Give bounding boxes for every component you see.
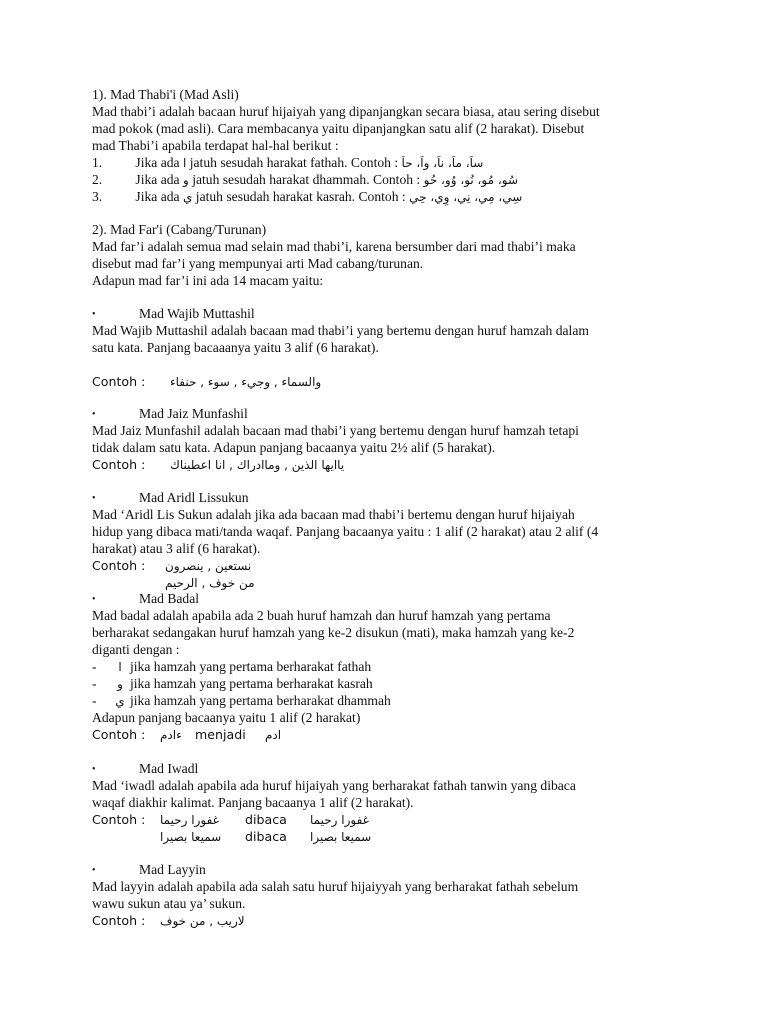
arabic-example: ءادم [160,728,182,742]
list-number: 3. [92,189,103,204]
menjadi-label: menjadi [195,727,246,742]
arabic-example: سميعا بصيرا [160,830,222,844]
list-text: jatuh sesudah harakat dhammah. Contoh : [192,172,421,187]
list-text: Jika ada [135,172,180,187]
list-text: jatuh sesudah harakat kasrah. Contoh : [195,189,406,204]
dash: - [92,693,97,708]
contoh-label: Contoh : [92,457,146,472]
dibaca-label: dibaca [245,812,287,827]
list-text: jika hamzah yang pertama berharakat fathah [130,659,372,674]
section1-paragraph-line: mad pokok (mad asli). Cara membacanya yaitu dipanjangkan satu alif (2 harakat). Disebut [92,121,585,136]
list-number: 1. [92,155,103,170]
bullet: • [92,409,96,420]
section1-title: 1). Mad Thabi'i (Mad Asli) [92,87,239,102]
arabic-letter: و [117,677,123,691]
contoh-label: Contoh : [92,374,146,389]
heading-mad-badal: Mad Badal [139,591,200,606]
heading-mad-aridl-lissukun: Mad Aridl Lissukun [139,490,249,505]
paragraph-line: harakat) atau 3 alif (6 harakat). [92,541,261,556]
list-number: 2. [92,172,103,187]
paragraph-line: Mad Wajib Muttashil adalah bacaan mad thabi’i yang bertemu dengan huruf hamzah dalam [92,323,589,338]
dash: - [92,676,97,691]
arabic-example: ادم [265,728,282,742]
section2-paragraph-line: Adapun mad far’i ini ada 14 macam yaitu: [92,273,324,288]
list-text: Jika ada [135,189,180,204]
heading-mad-layyin: Mad Layyin [139,862,206,877]
arabic-letter: ا [118,660,122,674]
contoh-label: Contoh : [92,558,146,573]
arabic-example: غفورا رحيما [310,813,369,827]
contoh-label: Contoh : [92,727,146,742]
list-item [92,154,483,172]
section1-paragraph-line: Mad thabi’i adalah bacaan huruf hijaiyah yang dipanjangkan secara biasa, atau sering disebut [92,104,600,119]
paragraph-line: tidak dalam satu kata. Adapun panjang bacaanya yaitu 2½ alif (5 harakat). [92,440,496,455]
arabic-example: ساَ، ماَ، ناَ، واَ، حاَ [401,156,484,170]
list-item [92,675,373,693]
arabic-example: سِي، مِي، نِي، وِي، حِي [409,190,523,204]
contoh-label: Contoh : [92,913,146,928]
arabic-example: نستعين , ينصرون [165,559,252,573]
list-item [92,658,371,676]
bullet: • [92,493,96,504]
arabic-example: غفورا رحيما [160,813,219,827]
paragraph-line: Adapun panjang bacaanya yaitu 1 alif (2 harakat) [92,710,361,725]
bullet: • [92,594,96,605]
arabic-example: سُو، مُو، نُو، وُو، حُو [423,173,519,187]
paragraph-line: waqaf diakhir kalimat. Panjang bacaanya 1 alif (2 harakat). [92,795,414,810]
list-text: jatuh sesudah harakat fathah. Contoh : [189,155,399,170]
paragraph-line: satu kata. Panjang bacaaanya yaitu 3 alif (6 harakat). [92,340,379,355]
section2-paragraph-line: Mad far’i adalah semua mad selain mad thabi’i, karena bersumber dari mad thabi’i maka [92,239,576,254]
list-text: Jika ada [135,155,180,170]
paragraph-line: Mad layyin adalah apabila ada salah satu huruf hijaiyyah yang berharakat fathah sebelum [92,879,579,894]
arabic-example: سميعا بصيرا [310,830,372,844]
paragraph-line: wawu sukun atau ya’ sukun. [92,896,246,911]
heading-mad-wajib-muttashil: Mad Wajib Muttashil [139,306,255,321]
arabic-letter: ي [182,190,193,204]
bullet: • [92,865,96,876]
section1-paragraph-line: mad Thabi’i apabila terdapat hal-hal berikut : [92,138,339,153]
arabic-example: ياايها الذين , وماادراك , انا اعطيناك [170,458,345,472]
paragraph-line: hidup yang dibaca mati/tanda waqaf. Panjang bacaanya yaitu : 1 alif (2 harakat) atau 2 alif (4 [92,524,599,539]
bullet: • [92,764,96,775]
list-item [92,692,391,710]
heading-mad-jaiz-munfashil: Mad Jaiz Munfashil [139,406,248,421]
paragraph-line: Mad ‘Aridl Lis Sukun adalah jika ada bacaan mad thabi’i bertemu dengan huruf hijaiyah [92,507,575,522]
list-text: jika hamzah yang pertama berharakat dhammah [130,693,391,708]
list-item [92,188,522,206]
paragraph-line: Mad ‘iwadl adalah apabila ada huruf hijaiyah yang berharakat fathah tanwin yang dibaca [92,778,576,793]
paragraph-line: Mad badal adalah apabila ada 2 buah huruf hamzah dan huruf hamzah yang pertama [92,608,551,623]
dibaca-label: dibaca [245,829,287,844]
contoh-label: Contoh : [92,812,146,827]
arabic-example: من خوف , الرحيم [165,576,255,590]
list-text: jika hamzah yang pertama berharakat kasrah [130,676,373,691]
paragraph-line: berharakat sedangakan huruf hamzah yang ke-2 disukun (mati), maka hamzah yang ke-2 [92,625,575,640]
dash: - [92,659,97,674]
arabic-letter: ي [115,694,125,708]
list-item [92,171,518,189]
section2-title: 2). Mad Far'i (Cabang/Turunan) [92,222,267,237]
section2-paragraph-line: disebut mad far’i yang mempunyai arti Mad cabang/turunan. [92,256,424,271]
paragraph-line: diganti dengan : [92,642,180,657]
bullet: • [92,309,96,320]
arabic-example: لاريب , من خوف [160,914,245,928]
arabic-example: والسماء , وجيء , سوء , حنفاء [170,375,322,389]
heading-mad-iwadl: Mad Iwadl [139,761,199,776]
paragraph-line: Mad Jaiz Munfashil adalah bacaan mad thabi’i yang bertemu dengan huruf hamzah tetapi [92,423,579,438]
arabic-letter: و [182,173,189,187]
arabic-letter: ا [182,156,187,170]
